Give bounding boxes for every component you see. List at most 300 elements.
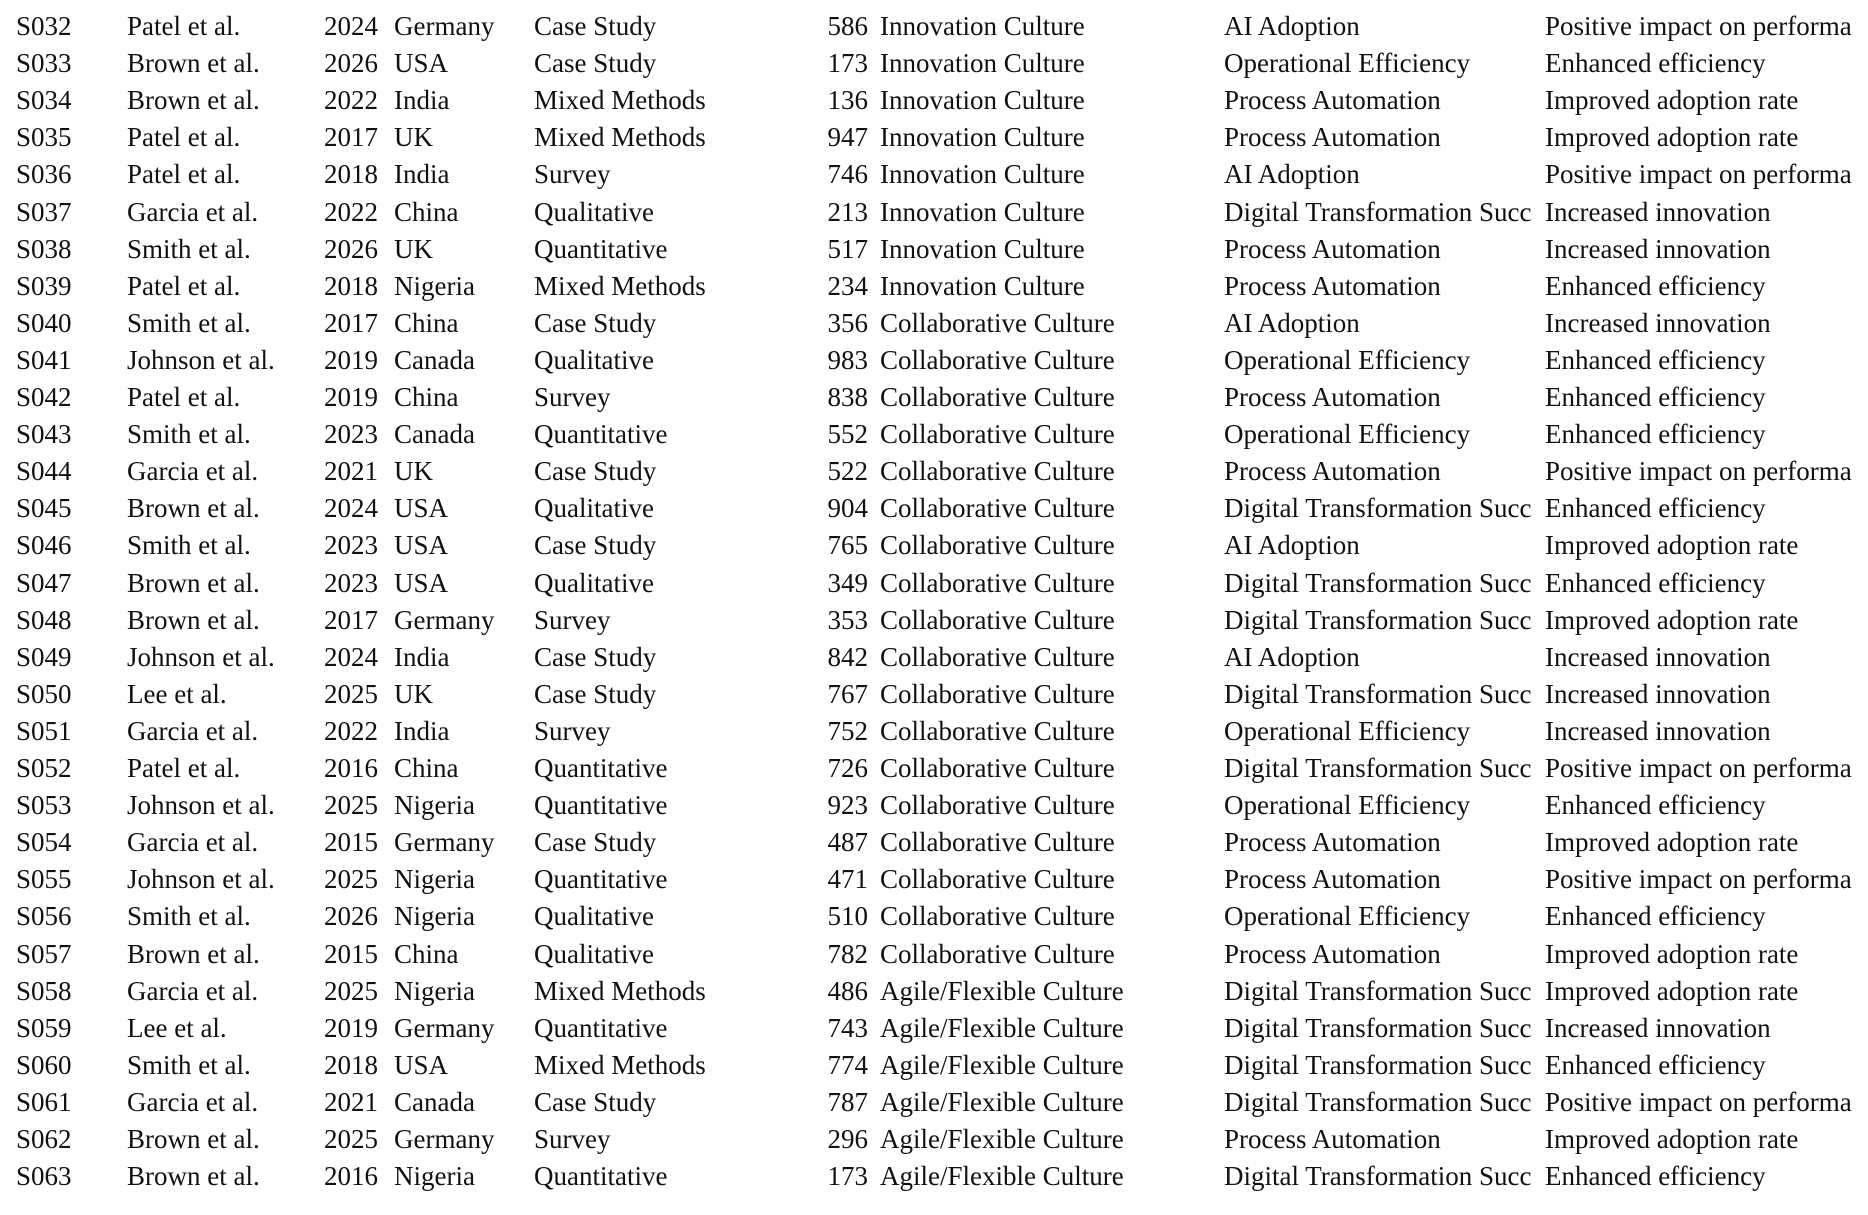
year-cell: 2021 bbox=[324, 1086, 378, 1117]
year-cell: 2018 bbox=[324, 159, 378, 190]
outcome-cell: Process Automation bbox=[1224, 270, 1441, 301]
author-cell: Brown et al. bbox=[127, 1161, 260, 1192]
culture-type-cell: Collaborative Culture bbox=[880, 753, 1115, 783]
author-cell: Patel et al. bbox=[127, 11, 241, 41]
sample-size-cell: 904 bbox=[827, 493, 868, 524]
method-cell: Mixed Methods bbox=[534, 270, 706, 301]
table-row bbox=[0, 898, 1868, 935]
culture-type-cell: Agile/Flexible Culture bbox=[880, 1049, 1124, 1080]
sample-size-cell: 787 bbox=[827, 1086, 868, 1117]
author-cell: Brown et al. bbox=[127, 1124, 260, 1154]
table-row bbox=[0, 565, 1868, 602]
culture-type-cell: Collaborative Culture bbox=[880, 307, 1115, 338]
outcome-cell: AI Adoption bbox=[1224, 530, 1360, 561]
country-cell: Germany bbox=[394, 1012, 495, 1043]
outcome-cell: Operational Efficiency bbox=[1224, 715, 1471, 746]
culture-type-cell: Collaborative Culture bbox=[880, 382, 1115, 412]
culture-type-cell: Collaborative Culture bbox=[880, 530, 1115, 561]
finding-cell: Enhanced efficiency bbox=[1545, 493, 1766, 524]
culture-type-cell: Collaborative Culture bbox=[880, 678, 1115, 709]
culture-type-cell: Collaborative Culture bbox=[880, 567, 1115, 598]
outcome-cell: Digital Transformation Succ bbox=[1224, 567, 1532, 598]
author-cell: Lee et al. bbox=[127, 1012, 227, 1043]
study-id-cell: S058 bbox=[16, 975, 72, 1006]
sample-size-cell: 173 bbox=[827, 48, 868, 79]
year-cell: 2025 bbox=[324, 678, 378, 709]
year-cell: 2025 bbox=[324, 790, 378, 821]
sample-size-cell: 765 bbox=[827, 530, 868, 561]
table-row bbox=[0, 416, 1868, 453]
sample-size-cell: 923 bbox=[827, 790, 868, 821]
sample-size-cell: 838 bbox=[827, 382, 868, 412]
method-cell: Case Study bbox=[534, 307, 657, 338]
culture-type-cell: Innovation Culture bbox=[880, 85, 1085, 116]
year-cell: 2015 bbox=[324, 938, 378, 969]
sample-size-cell: 136 bbox=[827, 85, 868, 116]
method-cell: Case Study bbox=[534, 456, 657, 487]
study-id-cell: S063 bbox=[16, 1161, 72, 1192]
study-id-cell: S051 bbox=[16, 715, 72, 746]
country-cell: Germany bbox=[394, 1124, 495, 1154]
outcome-cell: Digital Transformation Succ bbox=[1224, 493, 1532, 524]
author-cell: Smith et al. bbox=[127, 233, 251, 264]
outcome-cell: Digital Transformation Succ bbox=[1224, 1049, 1532, 1080]
culture-type-cell: Collaborative Culture bbox=[880, 419, 1115, 450]
sample-size-cell: 356 bbox=[827, 307, 868, 338]
year-cell: 2022 bbox=[324, 715, 378, 746]
country-cell: USA bbox=[394, 493, 449, 524]
culture-type-cell: Collaborative Culture bbox=[880, 827, 1115, 858]
study-id-cell: S037 bbox=[16, 196, 72, 227]
author-cell: Garcia et al. bbox=[127, 1086, 259, 1117]
country-cell: USA bbox=[394, 1049, 449, 1080]
table-row bbox=[0, 861, 1868, 898]
finding-cell: Enhanced efficiency bbox=[1545, 567, 1766, 598]
study-id-cell: S040 bbox=[16, 307, 72, 338]
study-id-cell: S039 bbox=[16, 270, 72, 301]
year-cell: 2021 bbox=[324, 456, 378, 487]
country-cell: Nigeria bbox=[394, 975, 475, 1006]
outcome-cell: Digital Transformation Succ bbox=[1224, 1161, 1532, 1192]
finding-cell: Improved adoption rate bbox=[1545, 122, 1799, 153]
method-cell: Survey bbox=[534, 1124, 611, 1154]
year-cell: 2016 bbox=[324, 1161, 378, 1192]
outcome-cell: Digital Transformation Succ bbox=[1224, 678, 1532, 709]
year-cell: 2022 bbox=[324, 196, 378, 227]
country-cell: India bbox=[394, 159, 450, 190]
outcome-cell: Operational Efficiency bbox=[1224, 419, 1471, 450]
year-cell: 2019 bbox=[324, 344, 378, 375]
sample-size-cell: 522 bbox=[827, 456, 868, 487]
sample-size-cell: 983 bbox=[827, 344, 868, 375]
year-cell: 2018 bbox=[324, 1049, 378, 1080]
table-row bbox=[0, 194, 1868, 231]
study-id-cell: S036 bbox=[16, 159, 72, 190]
method-cell: Mixed Methods bbox=[534, 1049, 706, 1080]
sample-size-cell: 767 bbox=[827, 678, 868, 709]
finding-cell: Enhanced efficiency bbox=[1545, 790, 1766, 821]
author-cell: Garcia et al. bbox=[127, 196, 259, 227]
country-cell: Canada bbox=[394, 1086, 475, 1117]
method-cell: Survey bbox=[534, 715, 611, 746]
method-cell: Quantitative bbox=[534, 790, 668, 821]
study-id-cell: S050 bbox=[16, 678, 72, 709]
finding-cell: Enhanced efficiency bbox=[1545, 419, 1766, 450]
country-cell: USA bbox=[394, 567, 449, 598]
finding-cell: Improved adoption rate bbox=[1545, 975, 1799, 1006]
method-cell: Qualitative bbox=[534, 493, 654, 524]
culture-type-cell: Collaborative Culture bbox=[880, 456, 1115, 487]
method-cell: Quantitative bbox=[534, 1161, 668, 1192]
table-row bbox=[0, 490, 1868, 527]
author-cell: Smith et al. bbox=[127, 530, 251, 561]
method-cell: Qualitative bbox=[534, 196, 654, 227]
method-cell: Survey bbox=[534, 159, 611, 190]
table-row bbox=[0, 1158, 1868, 1195]
study-id-cell: S044 bbox=[16, 456, 72, 487]
method-cell: Qualitative bbox=[534, 344, 654, 375]
sample-size-cell: 782 bbox=[827, 938, 868, 969]
country-cell: UK bbox=[394, 678, 433, 709]
year-cell: 2026 bbox=[324, 48, 378, 79]
outcome-cell: Operational Efficiency bbox=[1224, 790, 1471, 821]
outcome-cell: Operational Efficiency bbox=[1224, 901, 1471, 932]
finding-cell: Improved adoption rate bbox=[1545, 1124, 1799, 1154]
country-cell: USA bbox=[394, 530, 449, 561]
finding-cell: Enhanced efficiency bbox=[1545, 1161, 1766, 1192]
method-cell: Mixed Methods bbox=[534, 85, 706, 116]
finding-cell: Increased innovation bbox=[1545, 233, 1771, 264]
author-cell: Garcia et al. bbox=[127, 827, 259, 858]
finding-cell: Increased innovation bbox=[1545, 1012, 1771, 1043]
author-cell: Garcia et al. bbox=[127, 715, 259, 746]
culture-type-cell: Agile/Flexible Culture bbox=[880, 1086, 1124, 1117]
culture-type-cell: Agile/Flexible Culture bbox=[880, 1161, 1124, 1192]
finding-cell: Positive impact on performa bbox=[1545, 456, 1852, 487]
country-cell: USA bbox=[394, 48, 449, 79]
country-cell: Nigeria bbox=[394, 790, 475, 821]
table-row bbox=[0, 676, 1868, 713]
culture-type-cell: Innovation Culture bbox=[880, 48, 1085, 79]
study-id-cell: S059 bbox=[16, 1012, 72, 1043]
year-cell: 2024 bbox=[324, 11, 378, 41]
table-row bbox=[0, 750, 1868, 787]
country-cell: Canada bbox=[394, 419, 475, 450]
author-cell: Brown et al. bbox=[127, 48, 260, 79]
author-cell: Smith et al. bbox=[127, 307, 251, 338]
sample-size-cell: 586 bbox=[827, 11, 868, 41]
author-cell: Smith et al. bbox=[127, 419, 251, 450]
outcome-cell: Digital Transformation Succ bbox=[1224, 604, 1532, 635]
author-cell: Lee et al. bbox=[127, 678, 227, 709]
country-cell: UK bbox=[394, 456, 433, 487]
sample-size-cell: 173 bbox=[827, 1161, 868, 1192]
outcome-cell: Operational Efficiency bbox=[1224, 48, 1471, 79]
table-row bbox=[0, 342, 1868, 379]
culture-type-cell: Collaborative Culture bbox=[880, 641, 1115, 672]
method-cell: Qualitative bbox=[534, 938, 654, 969]
outcome-cell: AI Adoption bbox=[1224, 11, 1360, 41]
author-cell: Patel et al. bbox=[127, 159, 241, 190]
outcome-cell: Digital Transformation Succ bbox=[1224, 753, 1532, 783]
country-cell: Nigeria bbox=[394, 901, 475, 932]
study-id-cell: S052 bbox=[16, 753, 72, 783]
finding-cell: Increased innovation bbox=[1545, 678, 1771, 709]
method-cell: Qualitative bbox=[534, 901, 654, 932]
table-row bbox=[0, 119, 1868, 156]
author-cell: Brown et al. bbox=[127, 938, 260, 969]
author-cell: Patel et al. bbox=[127, 382, 241, 412]
year-cell: 2023 bbox=[324, 567, 378, 598]
table-row bbox=[0, 8, 1868, 45]
author-cell: Patel et al. bbox=[127, 122, 241, 153]
author-cell: Johnson et al. bbox=[127, 864, 275, 895]
study-id-cell: S046 bbox=[16, 530, 72, 561]
finding-cell: Enhanced efficiency bbox=[1545, 1049, 1766, 1080]
country-cell: India bbox=[394, 85, 450, 116]
method-cell: Case Study bbox=[534, 530, 657, 561]
country-cell: China bbox=[394, 382, 459, 412]
country-cell: Nigeria bbox=[394, 270, 475, 301]
table-row bbox=[0, 639, 1868, 676]
author-cell: Patel et al. bbox=[127, 270, 241, 301]
culture-type-cell: Collaborative Culture bbox=[880, 715, 1115, 746]
table-row bbox=[0, 713, 1868, 750]
finding-cell: Increased innovation bbox=[1545, 196, 1771, 227]
method-cell: Mixed Methods bbox=[534, 122, 706, 153]
outcome-cell: Digital Transformation Succ bbox=[1224, 1086, 1532, 1117]
country-cell: China bbox=[394, 307, 459, 338]
culture-type-cell: Innovation Culture bbox=[880, 233, 1085, 264]
study-id-cell: S057 bbox=[16, 938, 72, 969]
method-cell: Qualitative bbox=[534, 567, 654, 598]
sample-size-cell: 774 bbox=[827, 1049, 868, 1080]
outcome-cell: Process Automation bbox=[1224, 864, 1441, 895]
table-row bbox=[0, 936, 1868, 973]
sample-size-cell: 726 bbox=[827, 753, 868, 783]
finding-cell: Increased innovation bbox=[1545, 307, 1771, 338]
year-cell: 2017 bbox=[324, 307, 378, 338]
country-cell: Nigeria bbox=[394, 864, 475, 895]
study-id-cell: S035 bbox=[16, 122, 72, 153]
finding-cell: Increased innovation bbox=[1545, 715, 1771, 746]
sample-size-cell: 517 bbox=[827, 233, 868, 264]
finding-cell: Improved adoption rate bbox=[1545, 85, 1799, 116]
year-cell: 2023 bbox=[324, 419, 378, 450]
table-row bbox=[0, 379, 1868, 416]
finding-cell: Improved adoption rate bbox=[1545, 827, 1799, 858]
sample-size-cell: 746 bbox=[827, 159, 868, 190]
table-row bbox=[0, 45, 1868, 82]
outcome-cell: AI Adoption bbox=[1224, 159, 1360, 190]
table-row bbox=[0, 1010, 1868, 1047]
author-cell: Smith et al. bbox=[127, 1049, 251, 1080]
year-cell: 2018 bbox=[324, 270, 378, 301]
outcome-cell: Process Automation bbox=[1224, 1124, 1441, 1154]
author-cell: Garcia et al. bbox=[127, 975, 259, 1006]
outcome-cell: Process Automation bbox=[1224, 938, 1441, 969]
culture-type-cell: Agile/Flexible Culture bbox=[880, 1124, 1124, 1154]
year-cell: 2019 bbox=[324, 382, 378, 412]
table-row bbox=[0, 973, 1868, 1010]
table-row bbox=[0, 824, 1868, 861]
method-cell: Quantitative bbox=[534, 419, 668, 450]
author-cell: Garcia et al. bbox=[127, 456, 259, 487]
culture-type-cell: Innovation Culture bbox=[880, 11, 1085, 41]
study-id-cell: S055 bbox=[16, 864, 72, 895]
country-cell: India bbox=[394, 715, 450, 746]
country-cell: China bbox=[394, 196, 459, 227]
finding-cell: Improved adoption rate bbox=[1545, 530, 1799, 561]
sample-size-cell: 213 bbox=[827, 196, 868, 227]
culture-type-cell: Innovation Culture bbox=[880, 159, 1085, 190]
year-cell: 2024 bbox=[324, 493, 378, 524]
method-cell: Quantitative bbox=[534, 1012, 668, 1043]
table-row bbox=[0, 268, 1868, 305]
year-cell: 2026 bbox=[324, 901, 378, 932]
culture-type-cell: Collaborative Culture bbox=[880, 344, 1115, 375]
culture-type-cell: Agile/Flexible Culture bbox=[880, 975, 1124, 1006]
year-cell: 2019 bbox=[324, 1012, 378, 1043]
outcome-cell: Process Automation bbox=[1224, 233, 1441, 264]
method-cell: Case Study bbox=[534, 48, 657, 79]
outcome-cell: Operational Efficiency bbox=[1224, 344, 1471, 375]
study-id-cell: S032 bbox=[16, 11, 72, 41]
table-row bbox=[0, 82, 1868, 119]
outcome-cell: Process Automation bbox=[1224, 85, 1441, 116]
study-id-cell: S033 bbox=[16, 48, 72, 79]
study-id-cell: S042 bbox=[16, 382, 72, 412]
finding-cell: Enhanced efficiency bbox=[1545, 382, 1766, 412]
study-id-cell: S054 bbox=[16, 827, 72, 858]
table-row bbox=[0, 1084, 1868, 1121]
study-id-cell: S043 bbox=[16, 419, 72, 450]
culture-type-cell: Collaborative Culture bbox=[880, 493, 1115, 524]
finding-cell: Enhanced efficiency bbox=[1545, 270, 1766, 301]
country-cell: Canada bbox=[394, 344, 475, 375]
study-id-cell: S047 bbox=[16, 567, 72, 598]
table-row bbox=[0, 1047, 1868, 1084]
year-cell: 2017 bbox=[324, 122, 378, 153]
finding-cell: Improved adoption rate bbox=[1545, 604, 1799, 635]
year-cell: 2025 bbox=[324, 975, 378, 1006]
culture-type-cell: Innovation Culture bbox=[880, 196, 1085, 227]
author-cell: Brown et al. bbox=[127, 567, 260, 598]
finding-cell: Positive impact on performa bbox=[1545, 753, 1852, 783]
country-cell: China bbox=[394, 753, 459, 783]
outcome-cell: Digital Transformation Succ bbox=[1224, 196, 1532, 227]
country-cell: Nigeria bbox=[394, 1161, 475, 1192]
study-id-cell: S045 bbox=[16, 493, 72, 524]
author-cell: Brown et al. bbox=[127, 85, 260, 116]
finding-cell: Positive impact on performa bbox=[1545, 1086, 1852, 1117]
method-cell: Mixed Methods bbox=[534, 975, 706, 1006]
study-id-cell: S062 bbox=[16, 1124, 72, 1154]
method-cell: Case Study bbox=[534, 827, 657, 858]
method-cell: Quantitative bbox=[534, 753, 668, 783]
study-id-cell: S041 bbox=[16, 344, 72, 375]
method-cell: Quantitative bbox=[534, 233, 668, 264]
year-cell: 2025 bbox=[324, 1124, 378, 1154]
table-row bbox=[0, 453, 1868, 490]
sample-size-cell: 234 bbox=[827, 270, 868, 301]
country-cell: UK bbox=[394, 233, 433, 264]
author-cell: Smith et al. bbox=[127, 901, 251, 932]
country-cell: Germany bbox=[394, 604, 495, 635]
study-id-cell: S056 bbox=[16, 901, 72, 932]
sample-size-cell: 486 bbox=[827, 975, 868, 1006]
finding-cell: Enhanced efficiency bbox=[1545, 901, 1766, 932]
sample-size-cell: 349 bbox=[827, 567, 868, 598]
sample-size-cell: 743 bbox=[827, 1012, 868, 1043]
year-cell: 2025 bbox=[324, 864, 378, 895]
culture-type-cell: Collaborative Culture bbox=[880, 604, 1115, 635]
finding-cell: Enhanced efficiency bbox=[1545, 48, 1766, 79]
culture-type-cell: Agile/Flexible Culture bbox=[880, 1012, 1124, 1043]
method-cell: Case Study bbox=[534, 11, 657, 41]
table-row bbox=[0, 527, 1868, 564]
table-row bbox=[0, 602, 1868, 639]
finding-cell: Positive impact on performa bbox=[1545, 864, 1852, 895]
table-row bbox=[0, 231, 1868, 268]
author-cell: Johnson et al. bbox=[127, 641, 275, 672]
outcome-cell: Process Automation bbox=[1224, 456, 1441, 487]
year-cell: 2017 bbox=[324, 604, 378, 635]
culture-type-cell: Collaborative Culture bbox=[880, 864, 1115, 895]
study-id-cell: S049 bbox=[16, 641, 72, 672]
year-cell: 2016 bbox=[324, 753, 378, 783]
culture-type-cell: Collaborative Culture bbox=[880, 790, 1115, 821]
finding-cell: Positive impact on performa bbox=[1545, 159, 1852, 190]
study-id-cell: S053 bbox=[16, 790, 72, 821]
method-cell: Survey bbox=[534, 604, 611, 635]
author-cell: Johnson et al. bbox=[127, 790, 275, 821]
sample-size-cell: 552 bbox=[827, 419, 868, 450]
table-row bbox=[0, 305, 1868, 342]
table-row bbox=[0, 156, 1868, 193]
outcome-cell: Process Automation bbox=[1224, 382, 1441, 412]
sample-size-cell: 471 bbox=[827, 864, 868, 895]
country-cell: UK bbox=[394, 122, 433, 153]
study-id-cell: S048 bbox=[16, 604, 72, 635]
sample-size-cell: 947 bbox=[827, 122, 868, 153]
year-cell: 2015 bbox=[324, 827, 378, 858]
author-cell: Johnson et al. bbox=[127, 344, 275, 375]
study-id-cell: S038 bbox=[16, 233, 72, 264]
culture-type-cell: Innovation Culture bbox=[880, 270, 1085, 301]
method-cell: Quantitative bbox=[534, 864, 668, 895]
outcome-cell: Digital Transformation Succ bbox=[1224, 1012, 1532, 1043]
sample-size-cell: 296 bbox=[827, 1124, 868, 1154]
method-cell: Case Study bbox=[534, 1086, 657, 1117]
finding-cell: Increased innovation bbox=[1545, 641, 1771, 672]
country-cell: Germany bbox=[394, 827, 495, 858]
author-cell: Brown et al. bbox=[127, 604, 260, 635]
study-id-cell: S034 bbox=[16, 85, 72, 116]
method-cell: Survey bbox=[534, 382, 611, 412]
culture-type-cell: Collaborative Culture bbox=[880, 938, 1115, 969]
culture-type-cell: Innovation Culture bbox=[880, 122, 1085, 153]
author-cell: Patel et al. bbox=[127, 753, 241, 783]
outcome-cell: Process Automation bbox=[1224, 122, 1441, 153]
author-cell: Brown et al. bbox=[127, 493, 260, 524]
outcome-cell: Digital Transformation Succ bbox=[1224, 975, 1532, 1006]
country-cell: India bbox=[394, 641, 450, 672]
outcome-cell: AI Adoption bbox=[1224, 641, 1360, 672]
culture-type-cell: Collaborative Culture bbox=[880, 901, 1115, 932]
finding-cell: Enhanced efficiency bbox=[1545, 344, 1766, 375]
country-cell: Germany bbox=[394, 11, 495, 41]
